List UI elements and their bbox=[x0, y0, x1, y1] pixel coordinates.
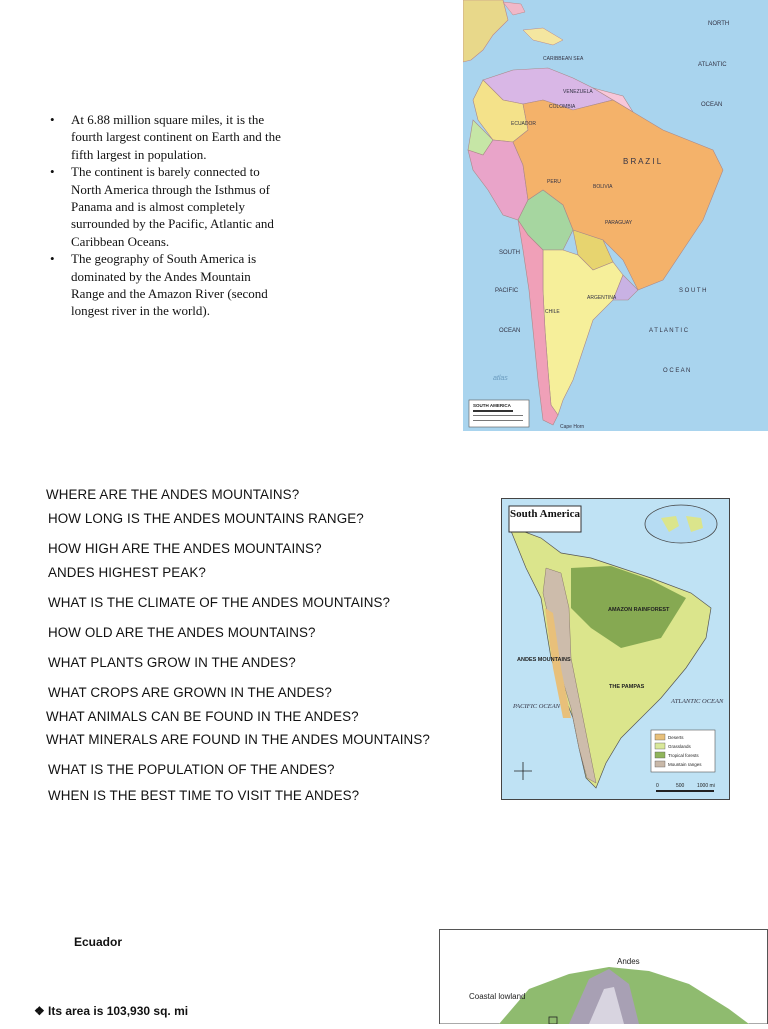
question-text: WHAT MINERALS ARE FOUND IN THE ANDES MOUNTAINS? bbox=[46, 732, 430, 747]
sea-label: CARIBBEAN SEA bbox=[543, 56, 584, 62]
pacific-label: PACIFIC OCEAN bbox=[513, 703, 561, 710]
bullet-icon: • bbox=[50, 251, 55, 267]
map-legend-box bbox=[469, 400, 529, 427]
fact-line: fourth largest continent on Earth and the bbox=[71, 129, 281, 145]
legend-swatch bbox=[655, 752, 665, 758]
fact-line: The geography of South America is bbox=[71, 251, 257, 267]
fact-line: The continent is barely connected to bbox=[71, 164, 260, 180]
amazon-label: AMAZON RAINFOREST bbox=[608, 607, 670, 613]
ecuador-fact bbox=[34, 1004, 188, 1018]
ocean-label: S O U T H bbox=[679, 288, 707, 294]
svg-text:0: 0 bbox=[656, 783, 659, 789]
bullet-icon: • bbox=[50, 112, 55, 127]
ocean-label: ATLANTIC bbox=[698, 62, 727, 68]
question-text: WHAT IS THE CLIMATE OF THE ANDES MOUNTAINS? bbox=[48, 595, 391, 610]
fact-line: Panama and is almost completely bbox=[71, 199, 246, 215]
legend-swatch bbox=[655, 743, 665, 749]
fact-line: dominated by the Andes Mountain bbox=[71, 268, 251, 284]
coastal-lowland-label: Coastal lowland bbox=[469, 992, 526, 1001]
question-text: WHAT ANIMALS CAN BE FOUND IN THE ANDES? bbox=[46, 709, 359, 724]
ecuador-fact-text: Its area is 103,930 sq. mi bbox=[48, 1004, 189, 1018]
fact-line: surrounded by the Pacific, Atlantic and bbox=[71, 216, 274, 232]
legend-label: Mountain ranges bbox=[668, 762, 702, 767]
country-label: BOLIVIA bbox=[593, 184, 613, 190]
legend-title: SOUTH AMERICA bbox=[473, 403, 511, 408]
ocean-label: PACIFIC bbox=[495, 288, 519, 294]
legend-label: Tropical forests bbox=[668, 753, 699, 758]
physical-map-legend bbox=[651, 730, 715, 772]
legend-label: Grasslands bbox=[668, 744, 691, 749]
question-text: WHEN IS THE BEST TIME TO VISIT THE ANDES? bbox=[48, 788, 360, 803]
country-label: PERU bbox=[547, 179, 561, 185]
question-text: ANDES HIGHEST PEAK? bbox=[48, 565, 206, 580]
fact-line: fifth largest in population. bbox=[71, 146, 207, 162]
fact-line: At 6.88 million square miles, it is the bbox=[71, 112, 265, 127]
question-text: HOW LONG IS THE ANDES MOUNTAINS RANGE? bbox=[48, 511, 364, 526]
pampas-label: THE PAMPAS bbox=[609, 684, 645, 690]
south-america-political-map bbox=[463, 0, 768, 431]
ocean-label: OCEAN bbox=[701, 102, 723, 108]
ecuador-relief-map bbox=[439, 929, 768, 1024]
ocean-label: A T L A N T I C bbox=[649, 328, 689, 334]
svg-text:1000 mi: 1000 mi bbox=[697, 783, 715, 789]
watermark: atlas bbox=[493, 375, 508, 382]
fact-line: Range and the Amazon River (second bbox=[71, 286, 268, 302]
andes-label: ANDES MOUNTAINS bbox=[517, 657, 571, 663]
country-label: ECUADOR bbox=[511, 121, 537, 127]
fact-item bbox=[50, 163, 312, 250]
fact-line: North America through the Isthmus of bbox=[71, 181, 270, 197]
atlantic-label: ATLANTIC OCEAN bbox=[671, 698, 724, 705]
cape-label: Cape Horn bbox=[560, 424, 585, 430]
question-text: HOW OLD ARE THE ANDES MOUNTAINS? bbox=[48, 625, 316, 640]
andes-map-label: Andes bbox=[617, 957, 640, 966]
country-label: ARGENTINA bbox=[587, 295, 617, 301]
diamond-bullet-icon: ❖ bbox=[34, 1004, 45, 1018]
ocean-label: NORTH bbox=[708, 21, 730, 27]
legend-swatch bbox=[655, 761, 665, 767]
country-label: COLOMBIA bbox=[549, 104, 576, 110]
fact-item bbox=[50, 111, 312, 163]
question-text: WHAT CROPS ARE GROWN IN THE ANDES? bbox=[48, 685, 332, 700]
bullet-icon: • bbox=[50, 164, 55, 180]
country-label: CHILE bbox=[545, 309, 560, 315]
question-text: WHAT PLANTS GROW IN THE ANDES? bbox=[48, 655, 296, 670]
ocean-label: SOUTH bbox=[499, 250, 520, 256]
physical-map-title: South America bbox=[510, 508, 580, 520]
ecuador-title: Ecuador bbox=[74, 935, 123, 949]
question-text: HOW HIGH ARE THE ANDES MOUNTAINS? bbox=[48, 541, 322, 556]
country-label: PARAGUAY bbox=[605, 220, 633, 226]
globe-inset bbox=[645, 505, 717, 543]
question-text: WHERE ARE THE ANDES MOUNTAINS? bbox=[46, 487, 300, 502]
svg-text:500: 500 bbox=[676, 783, 685, 789]
country-label: VENEZUELA bbox=[563, 89, 593, 95]
question-text: WHAT IS THE POPULATION OF THE ANDES? bbox=[48, 762, 335, 777]
legend-label: Deserts bbox=[668, 735, 684, 740]
fact-line: Caribbean Oceans. bbox=[71, 233, 170, 249]
fact-item bbox=[50, 250, 312, 320]
south-america-physical-map bbox=[501, 498, 730, 800]
south-america-facts-list bbox=[50, 111, 312, 320]
country-label: B R A Z I L bbox=[623, 157, 662, 166]
legend-swatch bbox=[655, 734, 665, 740]
ocean-label: O C E A N bbox=[663, 368, 691, 374]
fact-line: longest river in the world). bbox=[71, 303, 210, 319]
ocean-label: OCEAN bbox=[499, 328, 521, 334]
